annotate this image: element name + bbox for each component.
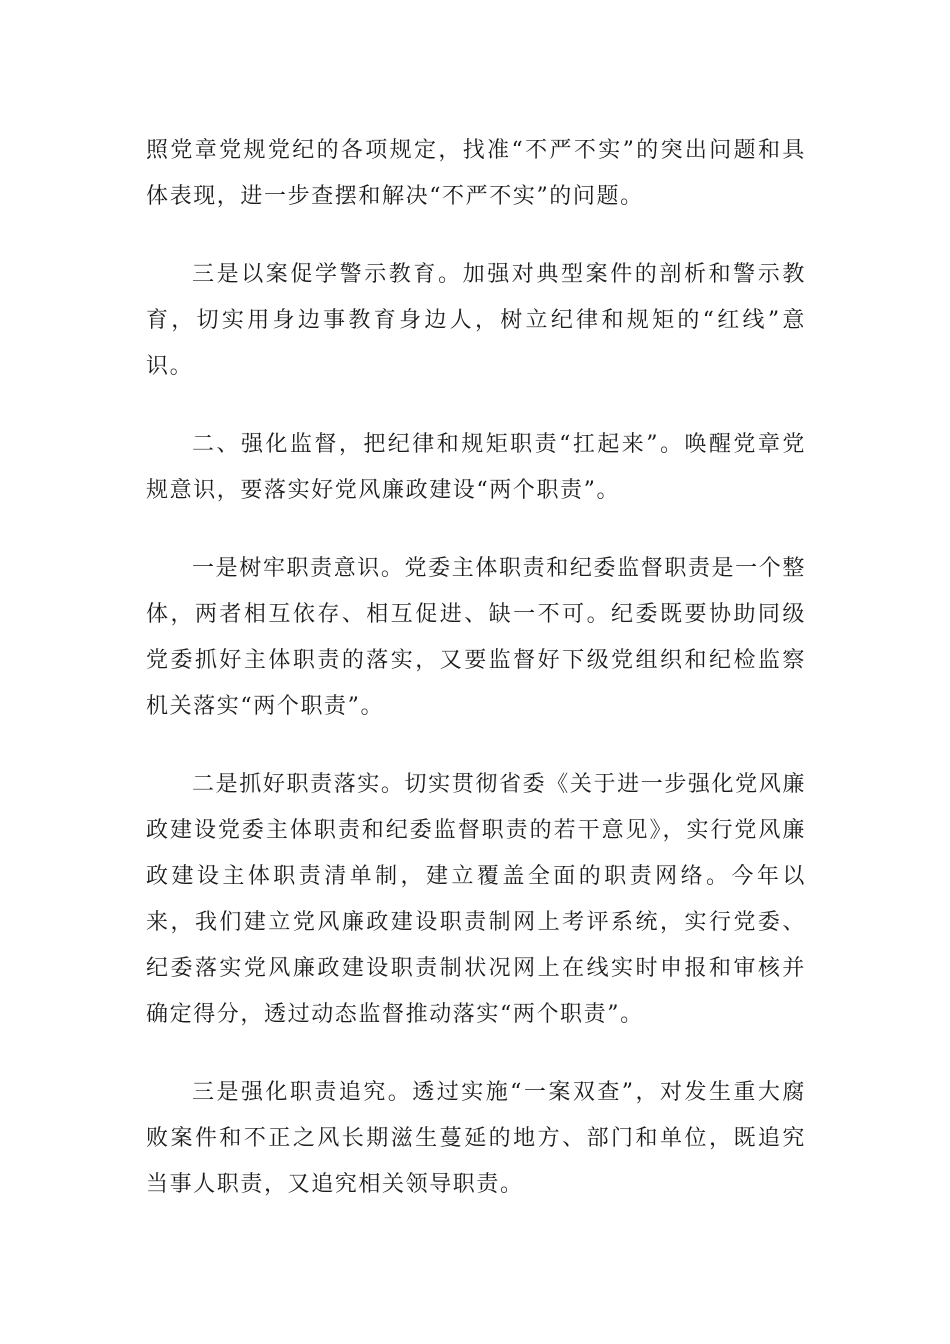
paragraph-responsibility-implementation: 二是抓好职责落实。切实贯彻省委《关于进一步强化党风廉政建设党委主体职责和纪委监督职责的若干意见》，实行党风廉政建设主体职责清单制，建立覆盖全面的职责网络。今年以来，我们建立党风廉政建设职责制网上考评系统，实行党委、纪委落实党风廉政建设职责制状况网上在线实时申报和审核并确定得分，透过动态监督推动落实“两个职责”。 — [146, 772, 806, 1027]
document-body — [146, 128, 806, 1240]
paragraph-responsibility-awareness: 一是树牢职责意识。党委主体职责和纪委监督职责是一个整体，两者相互依存、相互促进、缺一不可。纪委既要协助同级党委抓好主体职责的落实，又要监督好下级党组织和纪检监察机关落实“两个职责”。 — [146, 556, 806, 719]
paragraph-warning-education: 三是以案促学警示教育。加强对典型案件的剖析和警示教育，切实用身边事教育身边人，树立纪律和规矩的“红线”意识。 — [146, 262, 806, 379]
paragraph-section-two-heading: 二、强化监督，把纪律和规矩职责“扛起来”。唤醒党章党规意识，要落实好党风廉政建设“两个职责”。 — [146, 432, 806, 503]
paragraph-continuation: 照党章党规党纪的各项规定，找准“不严不实”的突出问题和具体表现，进一步查摆和解决“不严不实”的问题。 — [146, 138, 806, 209]
paragraph-responsibility-accountability: 三是强化职责追究。透过实施“一案双查”，对发生重大腐败案件和不正之风长期滋生蔓延的地方、部门和单位，既追究当事人职责，又追究相关领导职责。 — [146, 1080, 806, 1197]
